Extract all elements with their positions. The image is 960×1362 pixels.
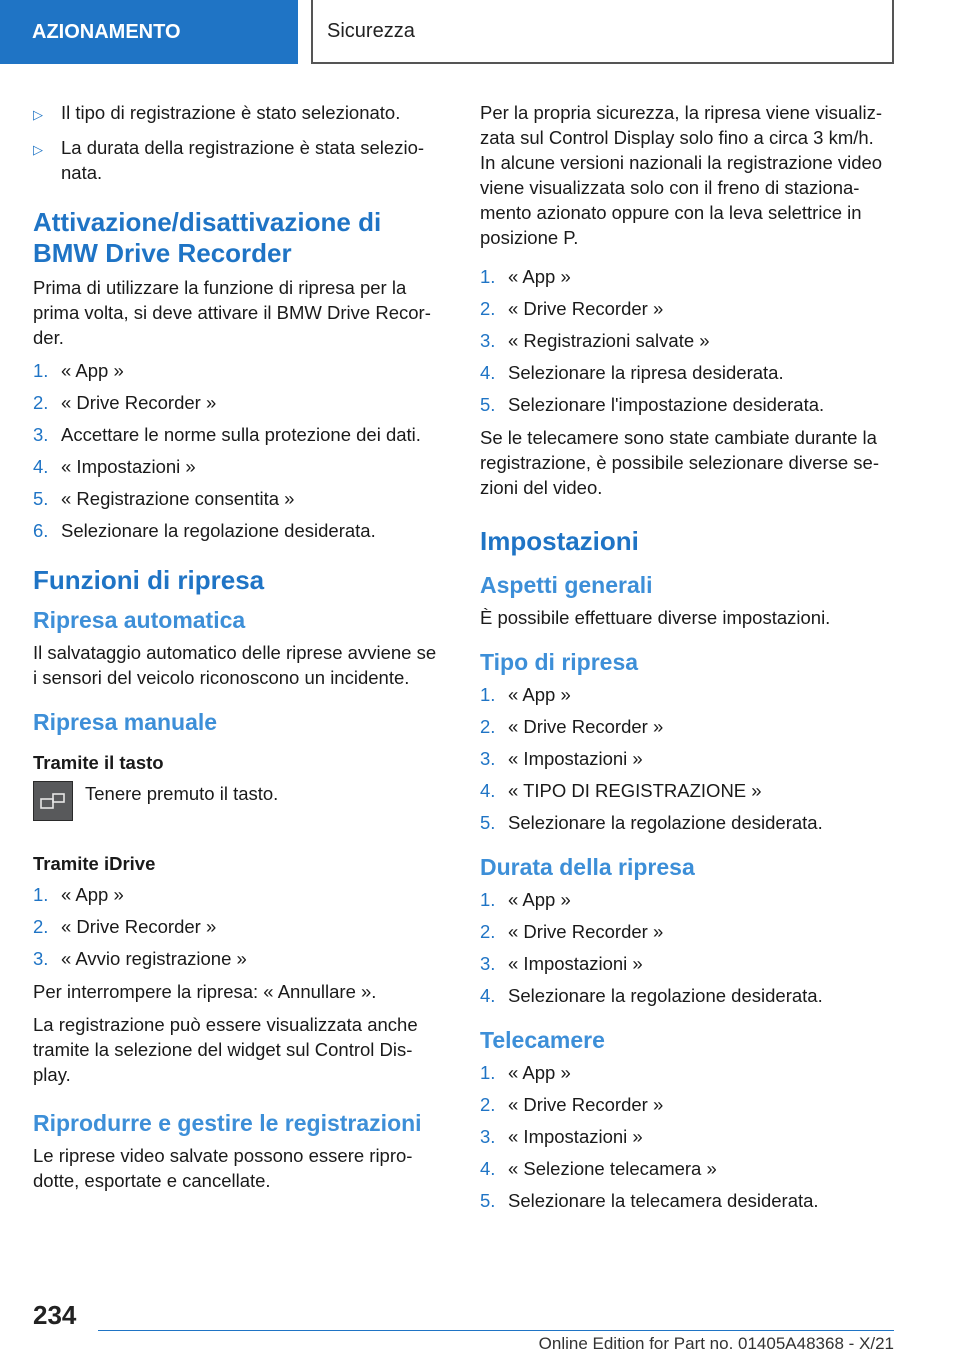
list-item: 6. Selezionare la regolazione desiderata.: [33, 520, 376, 541]
list-item: 1. « App »: [33, 884, 124, 905]
heading-button: Tramite il tasto: [33, 752, 164, 773]
list-item: 4. Selezionare la regolazione desiderata.: [480, 985, 823, 1006]
list-item: 4. Selezionare la ripresa desiderata.: [480, 362, 784, 383]
footer-divider: [98, 1330, 894, 1331]
paragraph-general: È possibile effettuare diverse impostazioni.: [480, 607, 831, 628]
list-item: 3. « Impostazioni »: [480, 953, 643, 974]
list-item: 1. « App »: [480, 889, 571, 910]
list-item: 1. « App »: [480, 266, 571, 287]
heading-settings: Impostazioni: [480, 526, 639, 556]
list-item: 4. « TIPO DI REGISTRAZIONE »: [480, 780, 762, 801]
record-button-icon: [33, 781, 73, 821]
list-item: 4. « Impostazioni »: [33, 456, 196, 477]
bullet-item: ▷ La durata della registrazione è stata selezio‐nata.: [33, 137, 425, 183]
list-item: 2. « Drive Recorder »: [480, 921, 664, 942]
triangle-bullet-icon: ▷: [33, 107, 43, 122]
list-item: 5. Selezionare l'impostazione desiderata.: [480, 394, 825, 415]
list-item: 1. « App »: [480, 1062, 571, 1083]
right-column: [480, 100, 890, 1221]
heading-functions: Funzioni di ripresa: [33, 565, 265, 595]
paragraph-stop: Per interrompere la ripresa: « Annullare ».: [33, 981, 377, 1002]
heading-type: Tipo di ripresa: [480, 649, 639, 675]
list-item: 4. « Selezione telecamera »: [480, 1158, 717, 1179]
paragraph-auto: Il salvataggio automatico delle riprese avviene se i sensori del veicolo riconoscono un incidente.: [33, 642, 437, 688]
list-item: 1. « App »: [480, 684, 571, 705]
list-item: 3. « Impostazioni »: [480, 748, 643, 769]
page-number: 234: [33, 1300, 77, 1330]
heading-manual: Ripresa manuale: [33, 709, 218, 735]
list-item: 3. Accettare le norme sulla protezione dei dati.: [33, 424, 421, 445]
paragraph-widget: La registrazione può essere visualizzata anche tramite la selezione del widget sul Control Dis‐play.: [33, 1014, 418, 1085]
list-item: 5. Selezionare la telecamera desiderata.: [480, 1190, 819, 1211]
heading-duration: Durata della ripresa: [480, 854, 695, 880]
paragraph-cameras-changed: Se le telecamere sono state cambiate durante la registrazione, è possibile selezionare diverse se‐zioni del video.: [480, 427, 879, 498]
chapter-tab: Sicurezza: [311, 0, 894, 64]
camera-steps: [480, 1060, 890, 1213]
list-item: 3. « Avvio registrazione »: [33, 948, 247, 969]
triangle-bullet-icon: ▷: [33, 142, 43, 157]
list-item: 3. « Impostazioni »: [480, 1126, 643, 1147]
list-item: 2. « Drive Recorder »: [480, 716, 664, 737]
list-item: 2. « Drive Recorder »: [33, 916, 217, 937]
type-steps: [480, 682, 890, 835]
duration-steps: [480, 887, 890, 1008]
button-instruction: Tenere premuto il tasto.: [33, 781, 443, 821]
activation-steps: [33, 358, 443, 543]
heading-auto: Ripresa automatica: [33, 607, 246, 633]
list-item: 2. « Drive Recorder »: [33, 392, 217, 413]
list-item: 3. « Registrazioni salvate »: [480, 330, 710, 351]
list-item: 1. « App »: [33, 360, 124, 381]
list-item: 2. « Drive Recorder »: [480, 1094, 664, 1115]
heading-cameras: Telecamere: [480, 1027, 605, 1053]
bullet-item: ▷ Il tipo di registrazione è stato selezionato.: [33, 100, 443, 127]
heading-general: Aspetti generali: [480, 572, 653, 598]
footer-edition: Online Edition for Part no. 01405A48368 - X/21: [538, 1334, 894, 1353]
idrive-steps: [33, 882, 443, 971]
section-tab: AZIONAMENTO: [0, 0, 298, 64]
list-item: 5. Selezionare la regolazione desiderata.: [480, 812, 823, 833]
heading-idrive: Tramite iDrive: [33, 853, 156, 874]
paragraph-playback: Le riprese video salvate possono essere ripro‐dotte, esportate e cancellate.: [33, 1145, 413, 1191]
paragraph-activation: Prima di utilizzare la funzione di ripresa per la prima volta, si deve attivare il BMW Drive Recor‐der.: [33, 277, 431, 348]
heading-playback: Riprodurre e gestire le registrazioni: [33, 1110, 422, 1136]
saved-steps: [480, 264, 890, 417]
heading-activation: Attivazione/disattivazione di BMW Drive Recorder: [33, 207, 382, 268]
list-item: 5. « Registrazione consentita »: [33, 488, 295, 509]
paragraph-safety: Per la propria sicurezza, la ripresa viene visualiz‐zata sul Control Display solo fino a circa 3 km/h. In alcune versioni nazionali la registrazione video viene visualizzata solo con il freno di staziona‐mento azionato oppure con la leva selettrice in posizione P.: [480, 102, 883, 248]
left-column: [33, 100, 443, 1201]
list-item: 2. « Drive Recorder »: [480, 298, 664, 319]
